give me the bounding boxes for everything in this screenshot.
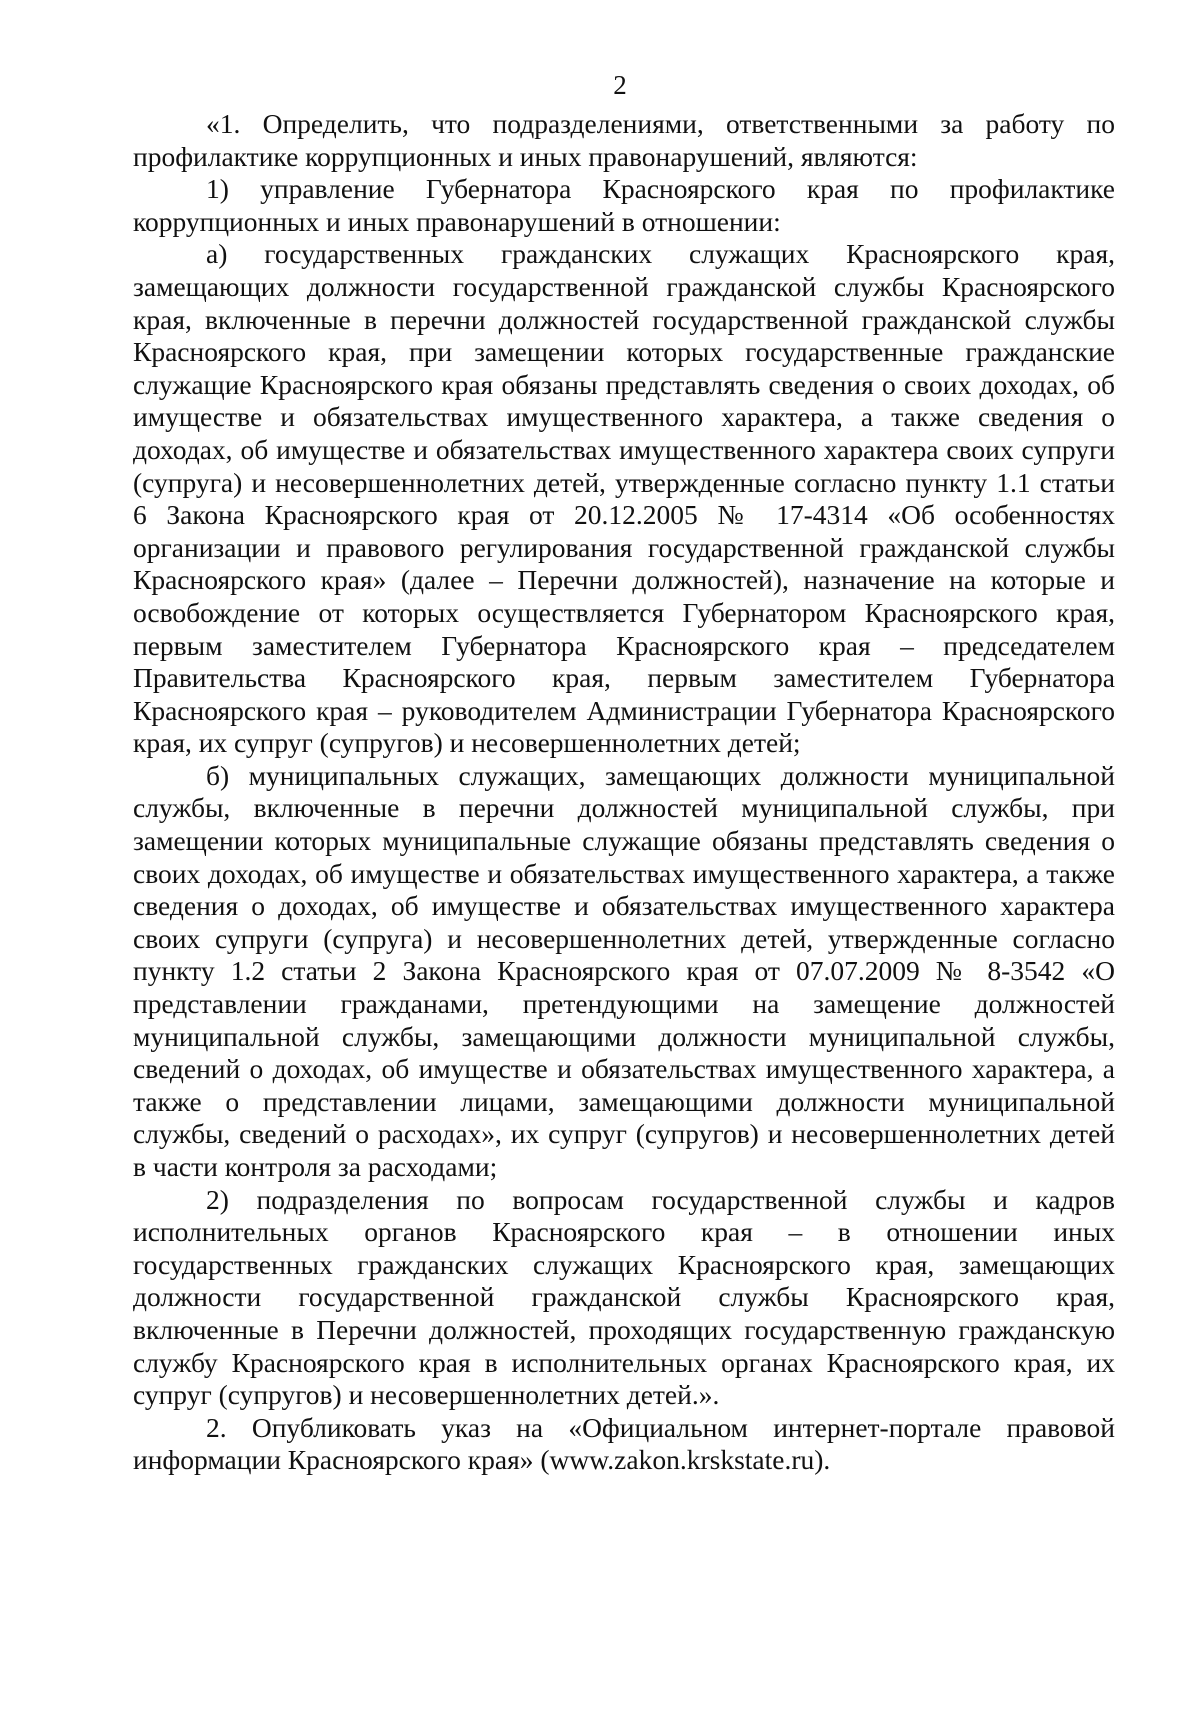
paragraph-1-definition: «1. Определить, что подразделениями, ответственными за работу по профилактике коррупционных и иных правонарушений, являются: <box>133 108 1115 172</box>
page-number: 2 <box>613 70 627 100</box>
paragraph-2-publish: 2. Опубликовать указ на «Официальном интернет-портале правовой информации Красноярского края» (www.zakon.krskstate.ru). <box>133 1411 1115 1476</box>
paragraph-1-item-2: 2) подразделения по вопросам государственной службы и кадров исполнительных органов Красноярского края – в отношении иных государственных гражданских служащих Красноярского края, замещающих должности государственной гражданской службы Красноярского края, включенные в Перечни должностей, проходящих государственную гражданскую службу Красноярского края в исполнительных органах Красноярского края, их супруг (супругов) и несовершеннолетних детей.». <box>133 1183 1115 1411</box>
paragraph-1-item-1: 1) управление Губернатора Красноярского края по профилактике коррупционных и иных правонарушений в отношении: <box>133 173 1115 237</box>
paragraph-1-item-1a: а) государственных гражданских служащих Красноярского края, замещающих должности государственной гражданской службы Красноярского края, включенные в перечни должностей государственной гражданской службы Красноярского края, при замещении которых государственные гражданские служащие Красноярского края обязаны представлять сведения о своих доходах, об имуществе и обязательствах имущественного характера, а также сведения о доходах, об имуществе и обязательствах имущественного характера своих супруги (супруга) и несовершеннолетних детей, утвержденные согласно пункту 1.1 статьи 6 Закона Красноярского края от 20.12.2005 № 17-4314 «Об особенностях организации и правового регулирования государственной гражданской службы Красноярского края» (далее – Перечни должностей), назначение на которые и освобождение от которых осуществляется Губернатором Красноярского края, первым заместителем Губернатора Красноярского края – председателем Правительства Красноярского края, первым заместителем Губернатора Красноярского края – руководителем Администрации Губернатора Красноярского края, их супруг (супругов) и несовершеннолетних детей; <box>133 238 1115 759</box>
paragraph-1-item-1b: б) муниципальных служащих, замещающих должности муниципальной службы, включенные в перечни должностей муниципальной службы, при замещении которых муниципальные служащие обязаны представлять сведения о своих доходах, об имуществе и обязательствах имущественного характера, а также сведения о доходах, об имуществе и обязательствах имущественного характера своих супруги (супруга) и несовершеннолетних детей, утвержденные согласно пункту 1.2 статьи 2 Закона Красноярского края от 07.07.2009 № 8-3542 «О представлении гражданами, претендующими на замещение должностей муниципальной службы, замещающими должности муниципальной службы, сведений о доходах, об имуществе и обязательствах имущественного характера, а также о представлении лицами, замещающими должности муниципальной службы, сведений о расходах», их супруг (супругов) и несовершеннолетних детей в части контроля за расходами; <box>133 759 1115 1182</box>
document-body <box>133 108 1115 1477</box>
